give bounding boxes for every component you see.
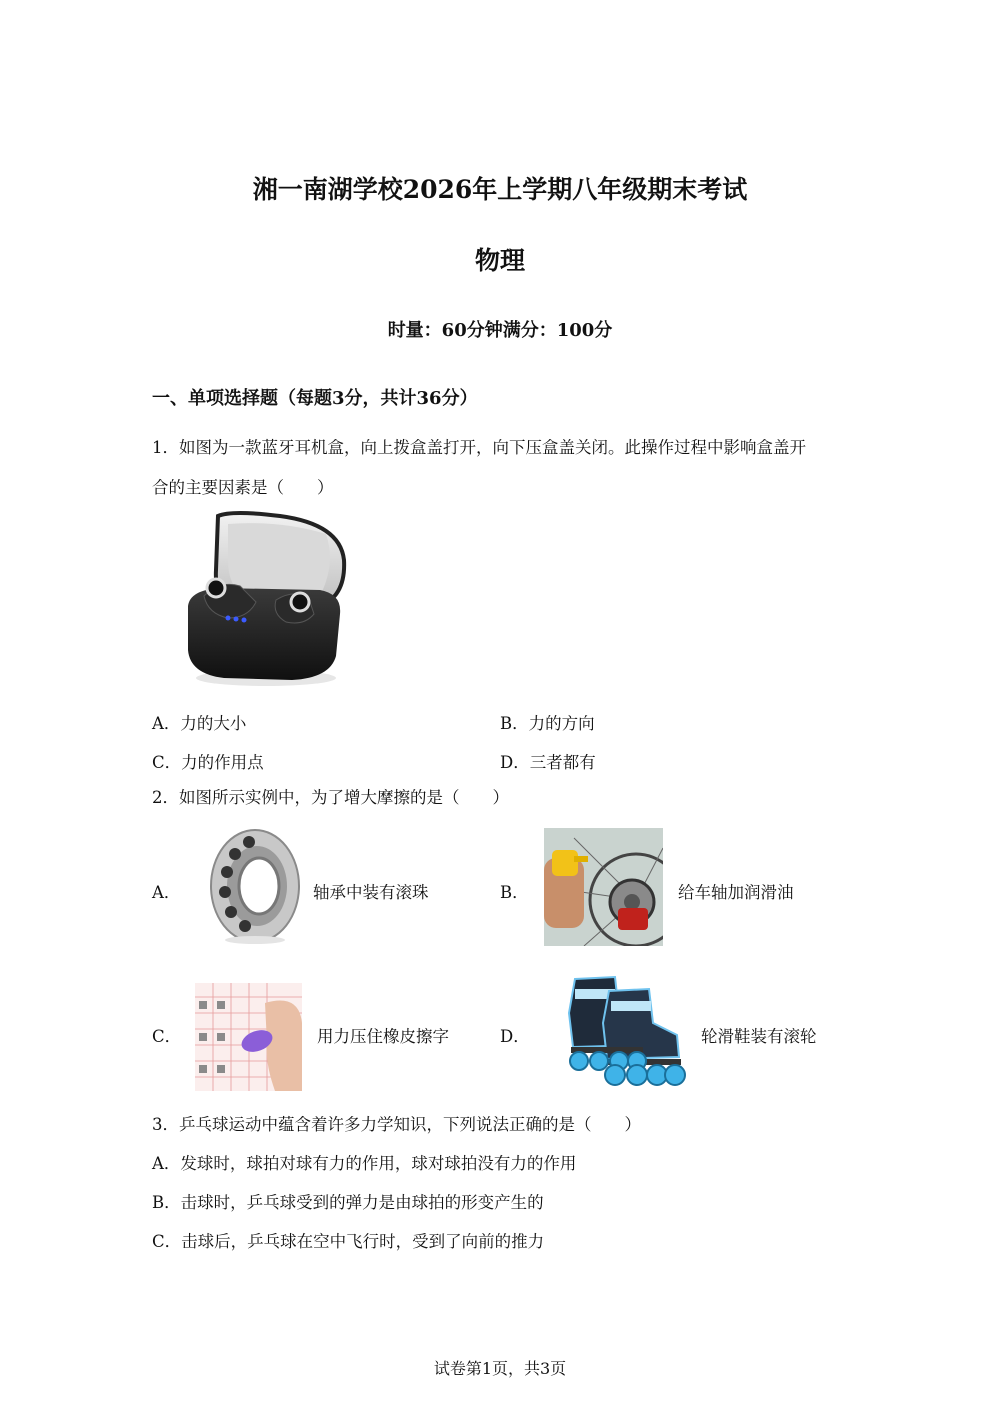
q3-option-c[interactable]: C．击球后，乒乓球在空中飞行时，受到了向前的推力: [152, 1232, 545, 1251]
q1-option-d[interactable]: D．三者都有: [500, 753, 596, 772]
q2-option-a-text: 轴承中装有滚珠: [313, 883, 429, 902]
q2-option-a-letter[interactable]: A．: [152, 883, 181, 902]
q1-option-c[interactable]: C．力的作用点: [152, 753, 264, 772]
q2-option-b-text: 给车轴加润滑油: [678, 883, 794, 902]
subject-title: 物理: [474, 246, 525, 275]
q3-option-b[interactable]: B．击球时，乒乓球受到的弹力是由球拍的形变产生的: [152, 1193, 544, 1212]
exam-title: 湘一南湖学校2026年上学期八年级期末考试: [252, 175, 748, 204]
q3-option-a[interactable]: A．发球时，球拍对球有力的作用，球对球拍没有力的作用: [152, 1154, 577, 1173]
q1-stem-line2: 合的主要因素是（ ）: [152, 478, 334, 497]
page-footer: 试卷第1页，共3页: [433, 1359, 567, 1378]
q1-stem-line1: 1．如图为一款蓝牙耳机盒，向上拨盒盖打开，向下压盒盖关闭。此操作过程中影响盒盖开: [152, 438, 806, 457]
exam-meta: 时量：60分钟满分：100分: [387, 320, 613, 341]
roller-skates-image: [545, 973, 687, 1091]
q2-option-b-letter[interactable]: B．: [500, 883, 529, 902]
q1-option-a[interactable]: A．力的大小: [152, 714, 247, 733]
bearing-image: [205, 826, 303, 946]
eraser-image: [195, 983, 302, 1091]
q3-stem: 3．乒乓球运动中蕴含着许多力学知识，下列说法正确的是（ ）: [152, 1115, 641, 1134]
bike-lubrication-image: [544, 828, 663, 946]
q2-stem: 2．如图所示实例中，为了增大摩擦的是（ ）: [152, 788, 509, 807]
q2-option-c-text: 用力压住橡皮擦字: [317, 1027, 449, 1046]
earbud-case-image: [180, 510, 352, 690]
q2-option-d-letter[interactable]: D．: [500, 1027, 530, 1046]
section-heading: 一、单项选择题（每题3分，共计36分）: [152, 388, 478, 409]
q2-option-c-letter[interactable]: C．: [152, 1027, 182, 1046]
q1-option-b[interactable]: B．力的方向: [500, 714, 595, 733]
q2-option-d-text: 轮滑鞋装有滚轮: [701, 1027, 817, 1046]
